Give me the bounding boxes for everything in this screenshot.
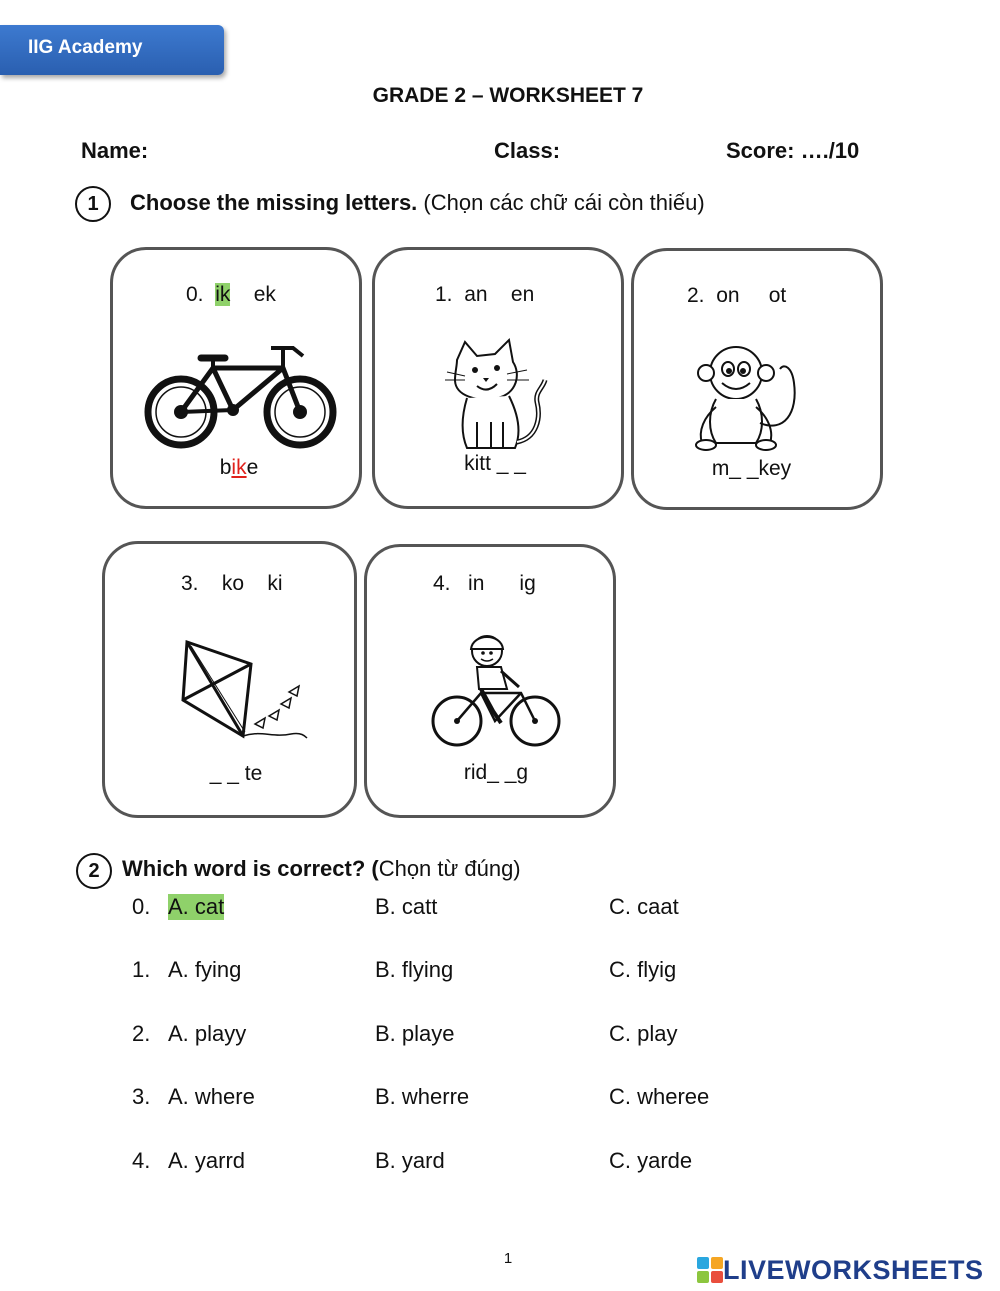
option-2[interactable]: ot [768,284,787,307]
score-label: Score: …./10 [726,138,860,163]
option-number: 4. [433,572,451,595]
answer-2-a[interactable]: A. playy [168,1021,247,1046]
kitten-picture [437,338,557,453]
answer-1-a[interactable]: A. fying [168,957,242,982]
option-1-selected[interactable]: ik [215,283,231,306]
card-options [433,572,536,596]
section-number-2: 2 [76,853,112,889]
card-word: _ _ te [209,762,263,785]
child-riding-bike-picture [431,631,561,751]
answer-1-b[interactable]: B. flying [375,957,454,982]
question-card-0 [110,247,362,509]
answer-3-a[interactable]: A. where [168,1084,255,1109]
liveworksheets-logo-text: LIVEWORKSHEETS [723,1254,984,1285]
worksheet-title: GRADE 2 – WORKSHEET 7 [372,84,644,107]
name-label: Name: [81,138,149,163]
answer-4-c[interactable]: C. yarde [609,1148,693,1173]
word-start: b [219,456,232,479]
answer-0-b[interactable]: B. catt [375,894,438,919]
card-word [113,456,365,480]
card-options [435,283,534,307]
section1-instruction-note: (Chọn các chữ cái còn thiếu) [417,190,705,215]
section2-instruction-note: Chọn từ đúng) [378,856,521,881]
option-number: 0. [186,283,204,306]
liveworksheets-logo-icon [697,1257,723,1283]
option-1[interactable]: an [464,283,488,306]
answer-4-b[interactable]: B. yard [375,1148,445,1173]
answer-3-c[interactable]: C. wheree [609,1084,710,1109]
kite-picture [181,638,311,748]
question-number-4: 4. [132,1148,151,1173]
question-card-4 [364,544,616,818]
monkey-picture [694,343,809,453]
question-card-1 [372,247,624,509]
section1-instruction-bold: Choose the missing letters. [130,190,418,215]
bicycle-picture [143,350,338,450]
answer-4-a[interactable]: A. yarrd [168,1148,246,1173]
section2-instruction [122,856,521,882]
question-number-2: 2. [132,1021,151,1046]
card-word: kitt _ _ [464,452,526,475]
option-2[interactable]: ek [253,283,276,306]
question-number-0: 0. [132,894,151,919]
option-2[interactable]: ki [267,572,283,595]
question-number-1: 1. [132,957,151,982]
section-number-1: 1 [75,186,111,222]
question-number-3: 3. [132,1084,151,1109]
option-2[interactable]: en [510,283,535,306]
answer-1-c[interactable]: C. flyig [609,957,677,982]
question-card-3 [102,541,357,818]
option-2[interactable]: ig [519,572,536,595]
page-number: 1 [503,1250,513,1267]
word-answer: ik [231,456,247,479]
option-1[interactable]: in [468,572,485,595]
card-options [186,283,276,307]
liveworksheets-logo [697,1255,984,1285]
word-end: e [246,456,259,479]
class-label: Class: [494,138,561,163]
card-word: m_ _key [711,457,792,480]
answer-3-b[interactable]: B. wherre [375,1084,470,1109]
card-options [687,284,786,308]
section2-instruction-bold: Which word is correct? ( [122,856,379,881]
answer-0-c[interactable]: C. caat [609,894,679,919]
option-1[interactable]: on [716,284,740,307]
answer-2-b[interactable]: B. playe [375,1021,455,1046]
question-card-2 [631,248,883,510]
card-word: rid_ _g [463,761,529,784]
option-number: 3. [181,572,199,595]
answer-2-c[interactable]: C. play [609,1021,678,1046]
option-number: 1. [435,283,453,306]
answer-0-a-selected[interactable]: A. cat [168,894,225,919]
brand-tab: IIG Academy [0,25,224,75]
option-number: 2. [687,284,705,307]
option-1[interactable]: ko [221,572,245,595]
card-options [181,572,283,596]
section1-instruction [130,190,705,216]
